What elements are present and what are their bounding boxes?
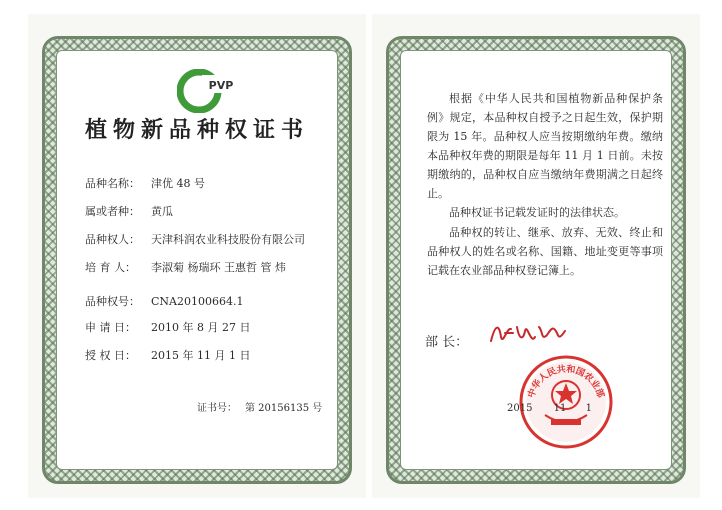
certificate-number bbox=[197, 399, 330, 414]
certificate-front-panel bbox=[56, 50, 338, 470]
field-application-date bbox=[85, 319, 250, 335]
field-label: 申 请 日： bbox=[85, 321, 136, 334]
field-label: 品种名称： bbox=[85, 177, 140, 190]
field-right-number bbox=[85, 293, 243, 309]
minister-label: 部 长： bbox=[425, 335, 469, 350]
field-owner bbox=[85, 231, 305, 247]
issue-month: 11 bbox=[553, 403, 567, 414]
certificate-back-page bbox=[372, 14, 700, 498]
field-label: 培 育 人： bbox=[85, 261, 136, 274]
issue-day: 1 bbox=[585, 403, 592, 414]
certificate-front-page bbox=[28, 14, 366, 498]
legal-paragraph: 根据《中华人民共和国植物新品种保护条例》规定，本品种权自授予之日起生效，保护期限为 15 年。品种权人应当按期缴纳年费。缴纳本品种权年费的期限是每年 11 月 1 日前。未按期缴纳的，品种权自应当缴纳年费期满之日起终止。 bbox=[427, 92, 663, 200]
certificate-back-panel bbox=[400, 50, 672, 470]
field-breeders bbox=[85, 259, 286, 275]
minister-signature bbox=[487, 319, 567, 349]
field-value: CNA20100664.1 bbox=[151, 295, 244, 308]
field-variety-name bbox=[85, 175, 205, 191]
legal-paragraph: 品种权证书记载发证时的法律状态。 bbox=[449, 206, 625, 219]
field-label: 品种权人： bbox=[85, 233, 140, 246]
guilloche-border bbox=[386, 36, 686, 484]
issue-date bbox=[507, 403, 594, 414]
field-label: 品种权号： bbox=[85, 295, 140, 308]
field-value: 黄瓜 bbox=[151, 205, 173, 218]
certificate-title: 植物新品种权证书 bbox=[84, 117, 309, 143]
pvp-logo bbox=[177, 69, 241, 113]
field-label: 授 权 日： bbox=[85, 349, 136, 362]
field-label: 属或者种： bbox=[85, 205, 140, 218]
certificate-number-label: 证书号： bbox=[197, 403, 237, 414]
field-value: 李淑菊 杨瑞环 王惠哲 管 炜 bbox=[151, 261, 286, 274]
field-value: 2010 年 8 月 27 日 bbox=[151, 321, 251, 334]
field-value: 津优 48 号 bbox=[151, 177, 205, 190]
field-value: 2015 年 11 月 1 日 bbox=[151, 349, 251, 362]
seal-text: 中华人民共和国农业部 bbox=[526, 364, 606, 400]
issue-year: 2015 bbox=[507, 403, 533, 414]
official-seal bbox=[517, 353, 615, 451]
field-grant-date bbox=[85, 347, 250, 363]
field-value: 天津科润农业科技股份有限公司 bbox=[151, 233, 305, 246]
logo-text: PVP bbox=[208, 79, 234, 92]
certificate-number-value: 第 20156135 号 bbox=[245, 403, 323, 414]
field-genus-species bbox=[85, 203, 173, 219]
guilloche-border bbox=[42, 36, 352, 484]
legal-paragraph: 品种权的转让、继承、放弃、无效、终止和品种权人的姓名或名称、国籍、地址变更等事项记载在农业部品种权登记簿上。 bbox=[427, 226, 663, 277]
